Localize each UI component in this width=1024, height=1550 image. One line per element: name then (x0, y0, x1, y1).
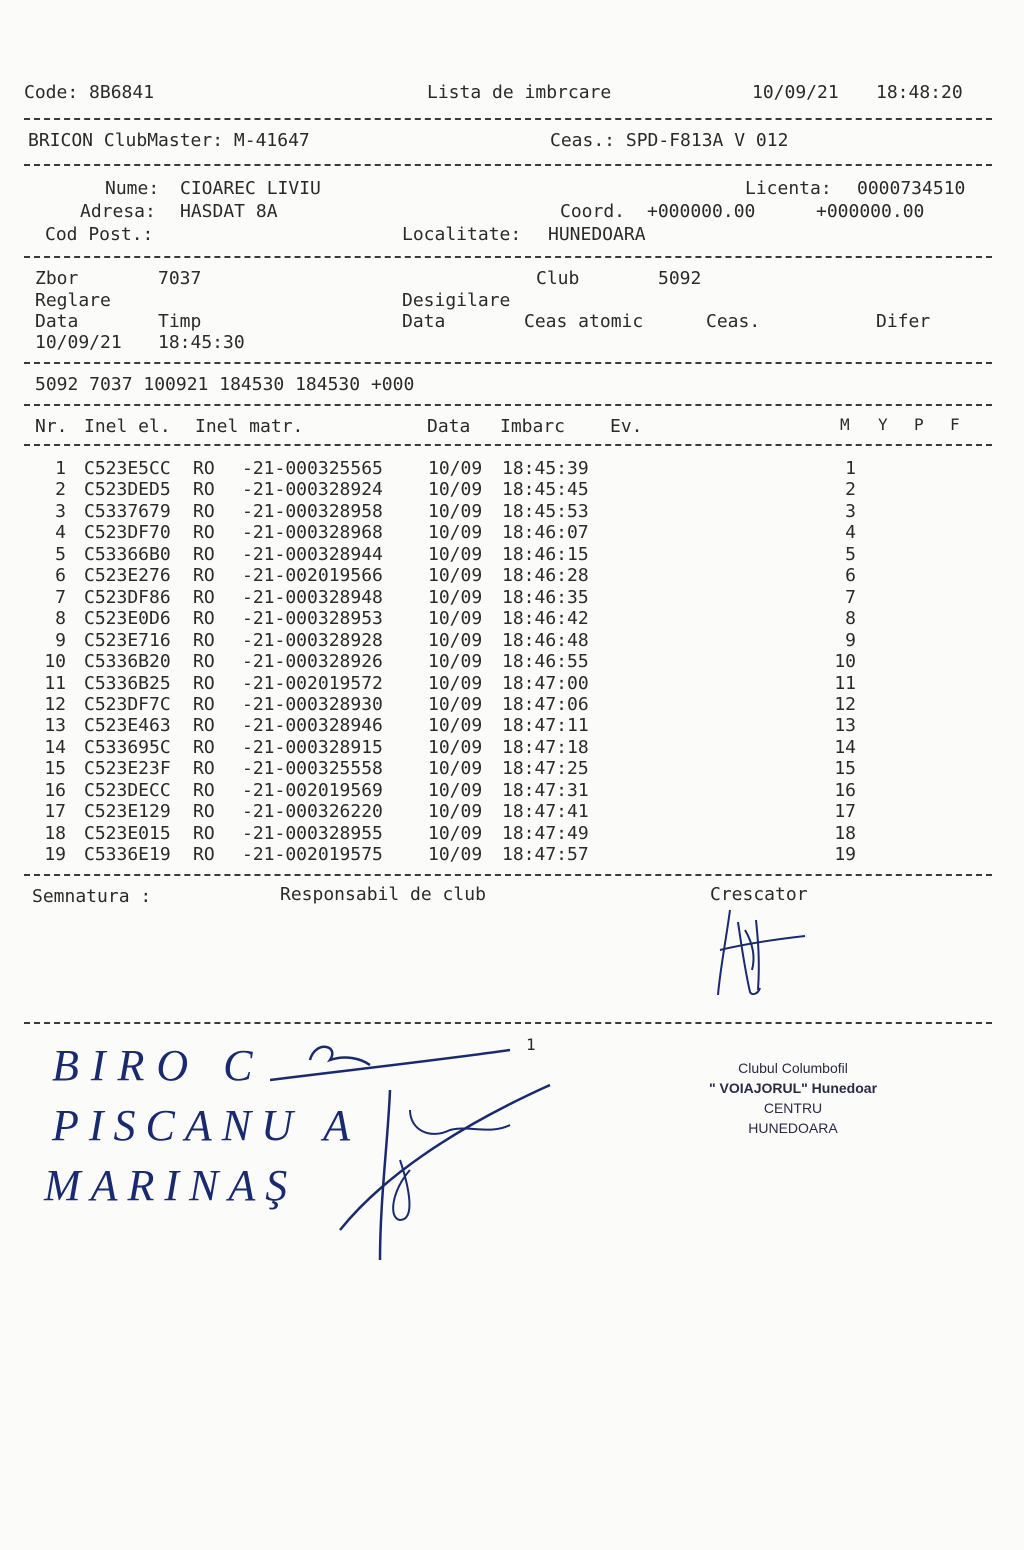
row-inel-matr: -21-000328944 (242, 543, 383, 565)
table-row (0, 565, 1024, 586)
table-row (0, 844, 1024, 865)
divider (24, 444, 992, 446)
reglare-date: 10/09/21 (35, 332, 122, 353)
row-country: RO (193, 672, 215, 694)
row-inel-matr: -21-000328928 (242, 629, 383, 651)
row-nr: 4 (55, 522, 66, 544)
row-country: RO (193, 458, 215, 479)
row-data: 10/09 (428, 693, 483, 715)
row-country: RO (193, 479, 215, 501)
row-inel-el: C523E463 (84, 715, 171, 737)
divider (24, 874, 992, 876)
table-row (0, 823, 1024, 844)
row-country: RO (193, 586, 215, 608)
row-m: 8 (845, 608, 856, 630)
zbor-number: 7037 (158, 268, 202, 289)
row-country: RO (193, 522, 215, 544)
row-inel-matr: -21-002019569 (242, 779, 383, 801)
row-imbarc: 18:47:11 (502, 715, 589, 737)
col-y: Y (878, 415, 888, 434)
col-m: M (840, 415, 850, 434)
responsabil-label: Responsabil de club (280, 884, 486, 905)
row-inel-matr: -21-002019572 (242, 672, 383, 694)
row-inel-matr: -21-000328955 (242, 822, 383, 844)
owner-address: HASDAT 8A (180, 201, 278, 222)
row-data: 10/09 (428, 844, 483, 866)
row-inel-el: C53366B0 (84, 543, 171, 565)
row-inel-el: C5336B25 (84, 672, 171, 694)
table-row (0, 522, 1024, 543)
row-imbarc: 18:47:00 (502, 672, 589, 694)
data-label: Data (35, 311, 79, 332)
row-data: 10/09 (428, 758, 483, 780)
row-country: RO (193, 500, 215, 522)
stamp-line-3: CENTRU (763, 1100, 823, 1116)
row-inel-el: C523E5CC (84, 458, 171, 479)
row-data: 10/09 (428, 500, 483, 522)
col-data: Data (427, 416, 471, 437)
divider (24, 118, 992, 120)
row-m: 3 (845, 500, 856, 522)
postal-label: Cod Post.: (45, 224, 154, 245)
row-imbarc: 18:47:49 (502, 822, 589, 844)
desigilare-data-label: Data (402, 311, 446, 332)
row-nr: 9 (55, 629, 66, 651)
col-nr: Nr. (35, 416, 68, 437)
row-m: 19 (834, 844, 856, 866)
stamp-line-2: " VOIAJORUL" Hunedoar (708, 1080, 878, 1096)
timp-label: Timp (158, 311, 202, 332)
row-imbarc: 18:46:55 (502, 651, 589, 673)
row-data: 10/09 (428, 543, 483, 565)
row-imbarc: 18:46:42 (502, 608, 589, 630)
row-m: 13 (834, 715, 856, 737)
table-row (0, 737, 1024, 758)
page-number: 1 (526, 1035, 536, 1054)
crescator-label: Crescator (710, 884, 808, 905)
row-imbarc: 18:46:15 (502, 543, 589, 565)
row-inel-matr: -21-002019566 (242, 565, 383, 587)
row-country: RO (193, 822, 215, 844)
table-row (0, 780, 1024, 801)
table-row (0, 544, 1024, 565)
row-country: RO (193, 651, 215, 673)
stamp-line-1: Clubul Columbofil (738, 1060, 848, 1076)
row-inel-matr: -21-000325565 (242, 458, 383, 479)
col-f: F (950, 415, 960, 434)
row-inel-el: C523DECC (84, 779, 171, 801)
row-inel-matr: -21-000328915 (242, 736, 383, 758)
row-m: 1 (845, 458, 856, 479)
row-data: 10/09 (428, 779, 483, 801)
row-inel-el: C533695C (84, 736, 171, 758)
table-row (0, 694, 1024, 715)
row-inel-el: C5337679 (84, 500, 171, 522)
row-m: 12 (834, 693, 856, 715)
divider (24, 404, 992, 406)
row-inel-matr: -21-002019575 (242, 844, 383, 866)
row-country: RO (193, 758, 215, 780)
semnatura-label: Semnatura : (32, 886, 152, 907)
coord-label: Coord. (560, 201, 626, 222)
row-imbarc: 18:46:07 (502, 522, 589, 544)
row-nr: 3 (55, 500, 66, 522)
row-data: 10/09 (428, 608, 483, 630)
row-data: 10/09 (428, 586, 483, 608)
row-inel-matr: -21-000328926 (242, 651, 383, 673)
row-m: 11 (834, 672, 856, 694)
row-inel-matr: -21-000325558 (242, 758, 383, 780)
col-imbarc: Imbarc (500, 416, 566, 437)
row-imbarc: 18:47:18 (502, 736, 589, 758)
row-m: 7 (845, 586, 856, 608)
row-imbarc: 18:46:28 (502, 565, 589, 587)
table-row (0, 758, 1024, 779)
col-inel-matr: Inel matr. (195, 416, 304, 437)
code-label: Code: 8B6841 (24, 82, 155, 103)
row-inel-el: C523E015 (84, 822, 171, 844)
row-data: 10/09 (428, 672, 483, 694)
divider (24, 362, 992, 364)
row-nr: 7 (55, 586, 66, 608)
row-inel-matr: -21-000328924 (242, 479, 383, 501)
print-date: 10/09/21 (752, 82, 839, 103)
row-nr: 6 (55, 565, 66, 587)
row-inel-matr: -21-000328953 (242, 608, 383, 630)
ceas-atomic-label: Ceas atomic (524, 311, 644, 332)
row-imbarc: 18:47:57 (502, 844, 589, 866)
table-row (0, 501, 1024, 522)
row-inel-matr: -21-000326220 (242, 801, 383, 823)
row-inel-el: C523E276 (84, 565, 171, 587)
row-country: RO (193, 693, 215, 715)
row-inel-el: C523E23F (84, 758, 171, 780)
row-imbarc: 18:45:45 (502, 479, 589, 501)
row-inel-el: C523DED5 (84, 479, 171, 501)
table-row (0, 715, 1024, 736)
row-data: 10/09 (428, 522, 483, 544)
table-row (0, 801, 1024, 822)
row-imbarc: 18:45:39 (502, 458, 589, 479)
row-data: 10/09 (428, 629, 483, 651)
row-inel-el: C523DF7C (84, 693, 171, 715)
handwritten-line-1: BIRO C (52, 1041, 265, 1090)
row-inel-el: C523E129 (84, 801, 171, 823)
row-inel-el: C5336B20 (84, 651, 171, 673)
name-label: Nume: (105, 178, 160, 199)
stamp-line-4: HUNEDOARA (748, 1120, 838, 1136)
row-data: 10/09 (428, 715, 483, 737)
row-nr: 8 (55, 608, 66, 630)
row-data: 10/09 (428, 458, 483, 479)
row-country: RO (193, 801, 215, 823)
row-m: 17 (834, 801, 856, 823)
club-stamp (688, 1058, 898, 1138)
row-imbarc: 18:47:25 (502, 758, 589, 780)
row-nr: 17 (44, 801, 66, 823)
table-row (0, 458, 1024, 479)
row-nr: 16 (44, 779, 66, 801)
reglare-label: Reglare (35, 290, 111, 311)
row-nr: 13 (44, 715, 66, 737)
divider (24, 1022, 992, 1024)
ceas-label: Ceas. (706, 311, 761, 332)
col-inel-el: Inel el. (84, 416, 171, 437)
row-country: RO (193, 543, 215, 565)
row-nr: 11 (44, 672, 66, 694)
row-country: RO (193, 736, 215, 758)
row-m: 5 (845, 543, 856, 565)
handwritten-line-2: PISCANU A (52, 1101, 360, 1150)
owner-locality: HUNEDOARA (548, 224, 646, 245)
row-nr: 10 (44, 651, 66, 673)
row-data: 10/09 (428, 565, 483, 587)
row-imbarc: 18:46:48 (502, 629, 589, 651)
row-data: 10/09 (428, 822, 483, 844)
table-row (0, 608, 1024, 629)
row-imbarc: 18:46:35 (502, 586, 589, 608)
clubmaster-id: BRICON ClubMaster: M-41647 (28, 130, 310, 151)
table-row (0, 673, 1024, 694)
row-data: 10/09 (428, 479, 483, 501)
difer-label: Difer (876, 311, 931, 332)
row-country: RO (193, 779, 215, 801)
row-m: 6 (845, 565, 856, 587)
club-number: 5092 (658, 268, 702, 289)
club-label: Club (536, 268, 580, 289)
handwritten-line-3: MARINAŞ (44, 1161, 298, 1210)
row-country: RO (193, 608, 215, 630)
coord-x: +000000.00 (647, 201, 756, 222)
row-m: 2 (845, 479, 856, 501)
row-inel-matr: -21-000328930 (242, 693, 383, 715)
row-data: 10/09 (428, 801, 483, 823)
row-nr: 1 (55, 458, 66, 479)
row-inel-matr: -21-000328948 (242, 586, 383, 608)
document-title: Lista de imbrcare (427, 82, 612, 103)
row-inel-matr: -21-000328958 (242, 500, 383, 522)
row-inel-el: C523E716 (84, 629, 171, 651)
zbor-label: Zbor (35, 268, 79, 289)
row-m: 14 (834, 736, 856, 758)
row-inel-matr: -21-000328968 (242, 522, 383, 544)
row-nr: 14 (44, 736, 66, 758)
row-imbarc: 18:47:06 (502, 693, 589, 715)
row-nr: 19 (44, 844, 66, 866)
reglare-time: 18:45:30 (158, 332, 245, 353)
clock-id: Ceas.: SPD-F813A V 012 (550, 130, 789, 151)
row-inel-el: C523DF70 (84, 522, 171, 544)
table-row (0, 630, 1024, 651)
row-nr: 2 (55, 479, 66, 501)
row-m: 16 (834, 779, 856, 801)
address-label: Adresa: (80, 201, 156, 222)
coord-y: +000000.00 (816, 201, 925, 222)
row-nr: 5 (55, 543, 66, 565)
row-imbarc: 18:45:53 (502, 500, 589, 522)
row-nr: 15 (44, 758, 66, 780)
col-p: P (914, 415, 924, 434)
table-row (0, 651, 1024, 672)
license-number: 0000734510 (857, 178, 966, 199)
desigilare-label: Desigilare (402, 290, 511, 311)
divider (24, 164, 992, 166)
row-m: 9 (845, 629, 856, 651)
license-label: Licenta: (745, 178, 832, 199)
row-data: 10/09 (428, 651, 483, 673)
row-m: 18 (834, 822, 856, 844)
divider (24, 256, 992, 258)
row-inel-el: C523E0D6 (84, 608, 171, 630)
table-row (0, 479, 1024, 500)
row-inel-el: C523DF86 (84, 586, 171, 608)
crescator-signature (690, 900, 820, 1010)
row-imbarc: 18:47:41 (502, 801, 589, 823)
row-nr: 18 (44, 822, 66, 844)
row-country: RO (193, 715, 215, 737)
table-row (0, 587, 1024, 608)
owner-name: CIOAREC LIVIU (180, 178, 321, 199)
summary-line: 5092 7037 100921 184530 184530 +000 (35, 374, 415, 395)
row-inel-el: C5336E19 (84, 844, 171, 866)
handwritten-signature (270, 1030, 570, 1270)
row-country: RO (193, 565, 215, 587)
row-country: RO (193, 629, 215, 651)
row-m: 10 (834, 651, 856, 673)
row-inel-matr: -21-000328946 (242, 715, 383, 737)
row-m: 4 (845, 522, 856, 544)
row-nr: 12 (44, 693, 66, 715)
col-ev: Ev. (610, 416, 643, 437)
locality-label: Localitate: (402, 224, 522, 245)
row-imbarc: 18:47:31 (502, 779, 589, 801)
print-time: 18:48:20 (876, 82, 963, 103)
table-body (0, 458, 1024, 868)
row-country: RO (193, 844, 215, 866)
row-m: 15 (834, 758, 856, 780)
row-data: 10/09 (428, 736, 483, 758)
